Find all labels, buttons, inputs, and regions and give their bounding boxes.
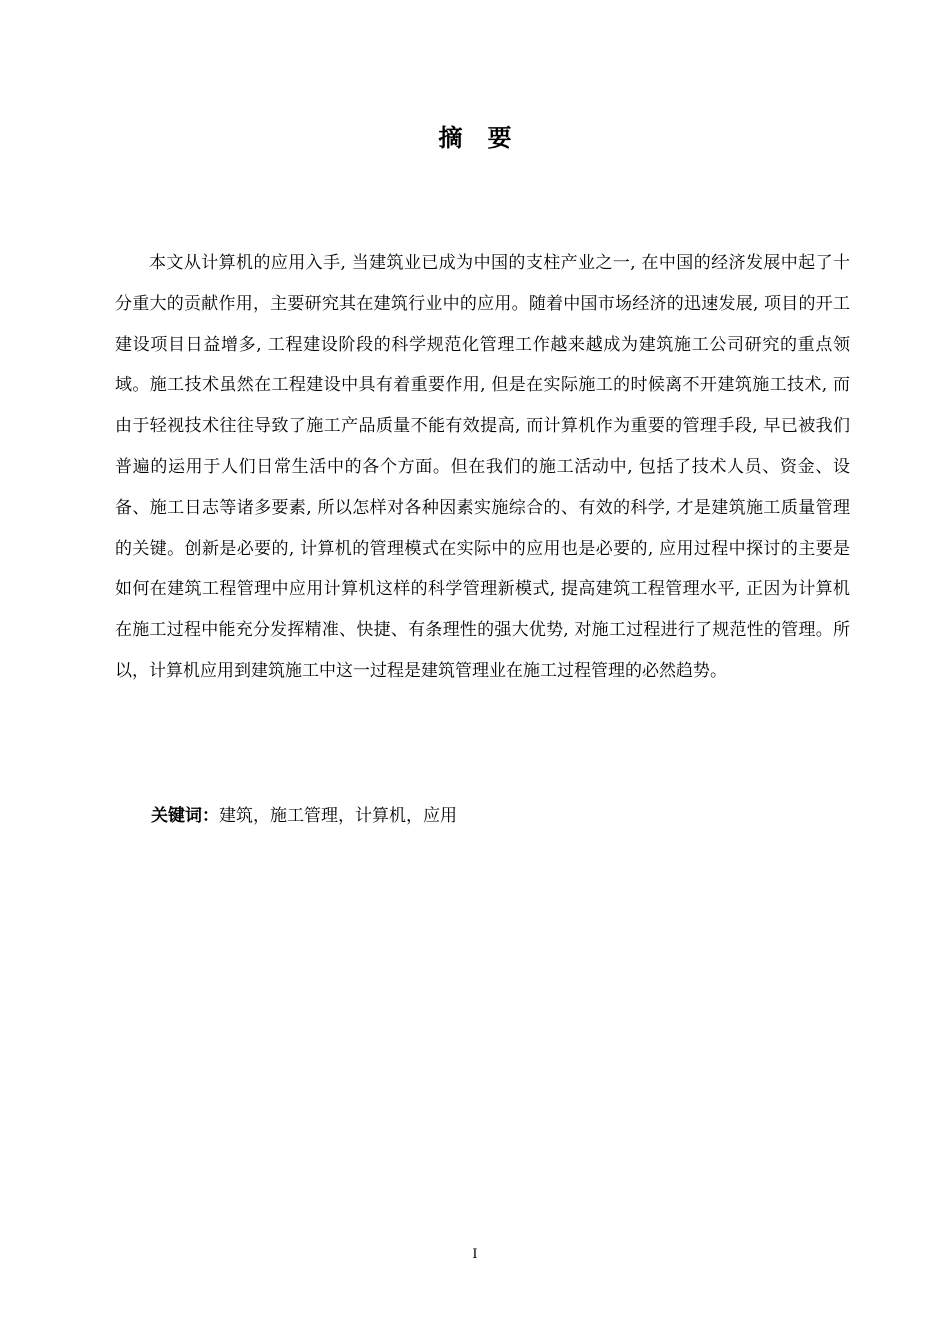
page-number: I — [472, 1247, 478, 1262]
abstract-paragraph: 本文从计算机的应用入手, 当建筑业已成为中国的支柱产业之一, 在中国的经济发展中起了十分重大的贡献作用，主要研究其在建筑行业中的应用。随着中国市场经济的迅速发展, 项目的开工建设项目日益增多, 工程建设阶段的科学规范化管理工作越来越成为建筑施工公司研究的重点领域。施工技术虽然在工程建设中具有着重要作用, 但是在实际施工的时候离不开建筑施工技术, 而由于轻视技术往往导致了施工产品质量不能有效提高, 而计算机作为重要的管理手段, 早已被我们普遍的运用于人们日常生活中的各个方面。但在我们的施工活动中, 包括了技术人员、资金、设备、施工日志等诸多要素, 所以怎样对各种因素实施综合的、有效的科学, 才是建筑施工质量管理的关键。创新是必要的, 计算机的管理模式在实际中的应用也是必要的, 应用过程中探讨的主要是如何在建筑工程管理中应用计算机这样的科学管理新模式, 提高建筑工程管理水平, 正因为计算机在施工过程中能充分发挥精准、快捷、有条理性的强大优势, 对施工过程进行了规范性的管理。所以，计算机应用到建筑施工中这一过程是建筑管理业在施工过程管理的必然趋势。 — [115, 253, 850, 681]
keywords-label: 关键词： — [151, 806, 219, 826]
keywords-text: 建筑，施工管理，计算机，应用 — [219, 806, 457, 826]
page-title: 摘 要 — [438, 124, 512, 152]
keywords-line — [151, 798, 851, 834]
